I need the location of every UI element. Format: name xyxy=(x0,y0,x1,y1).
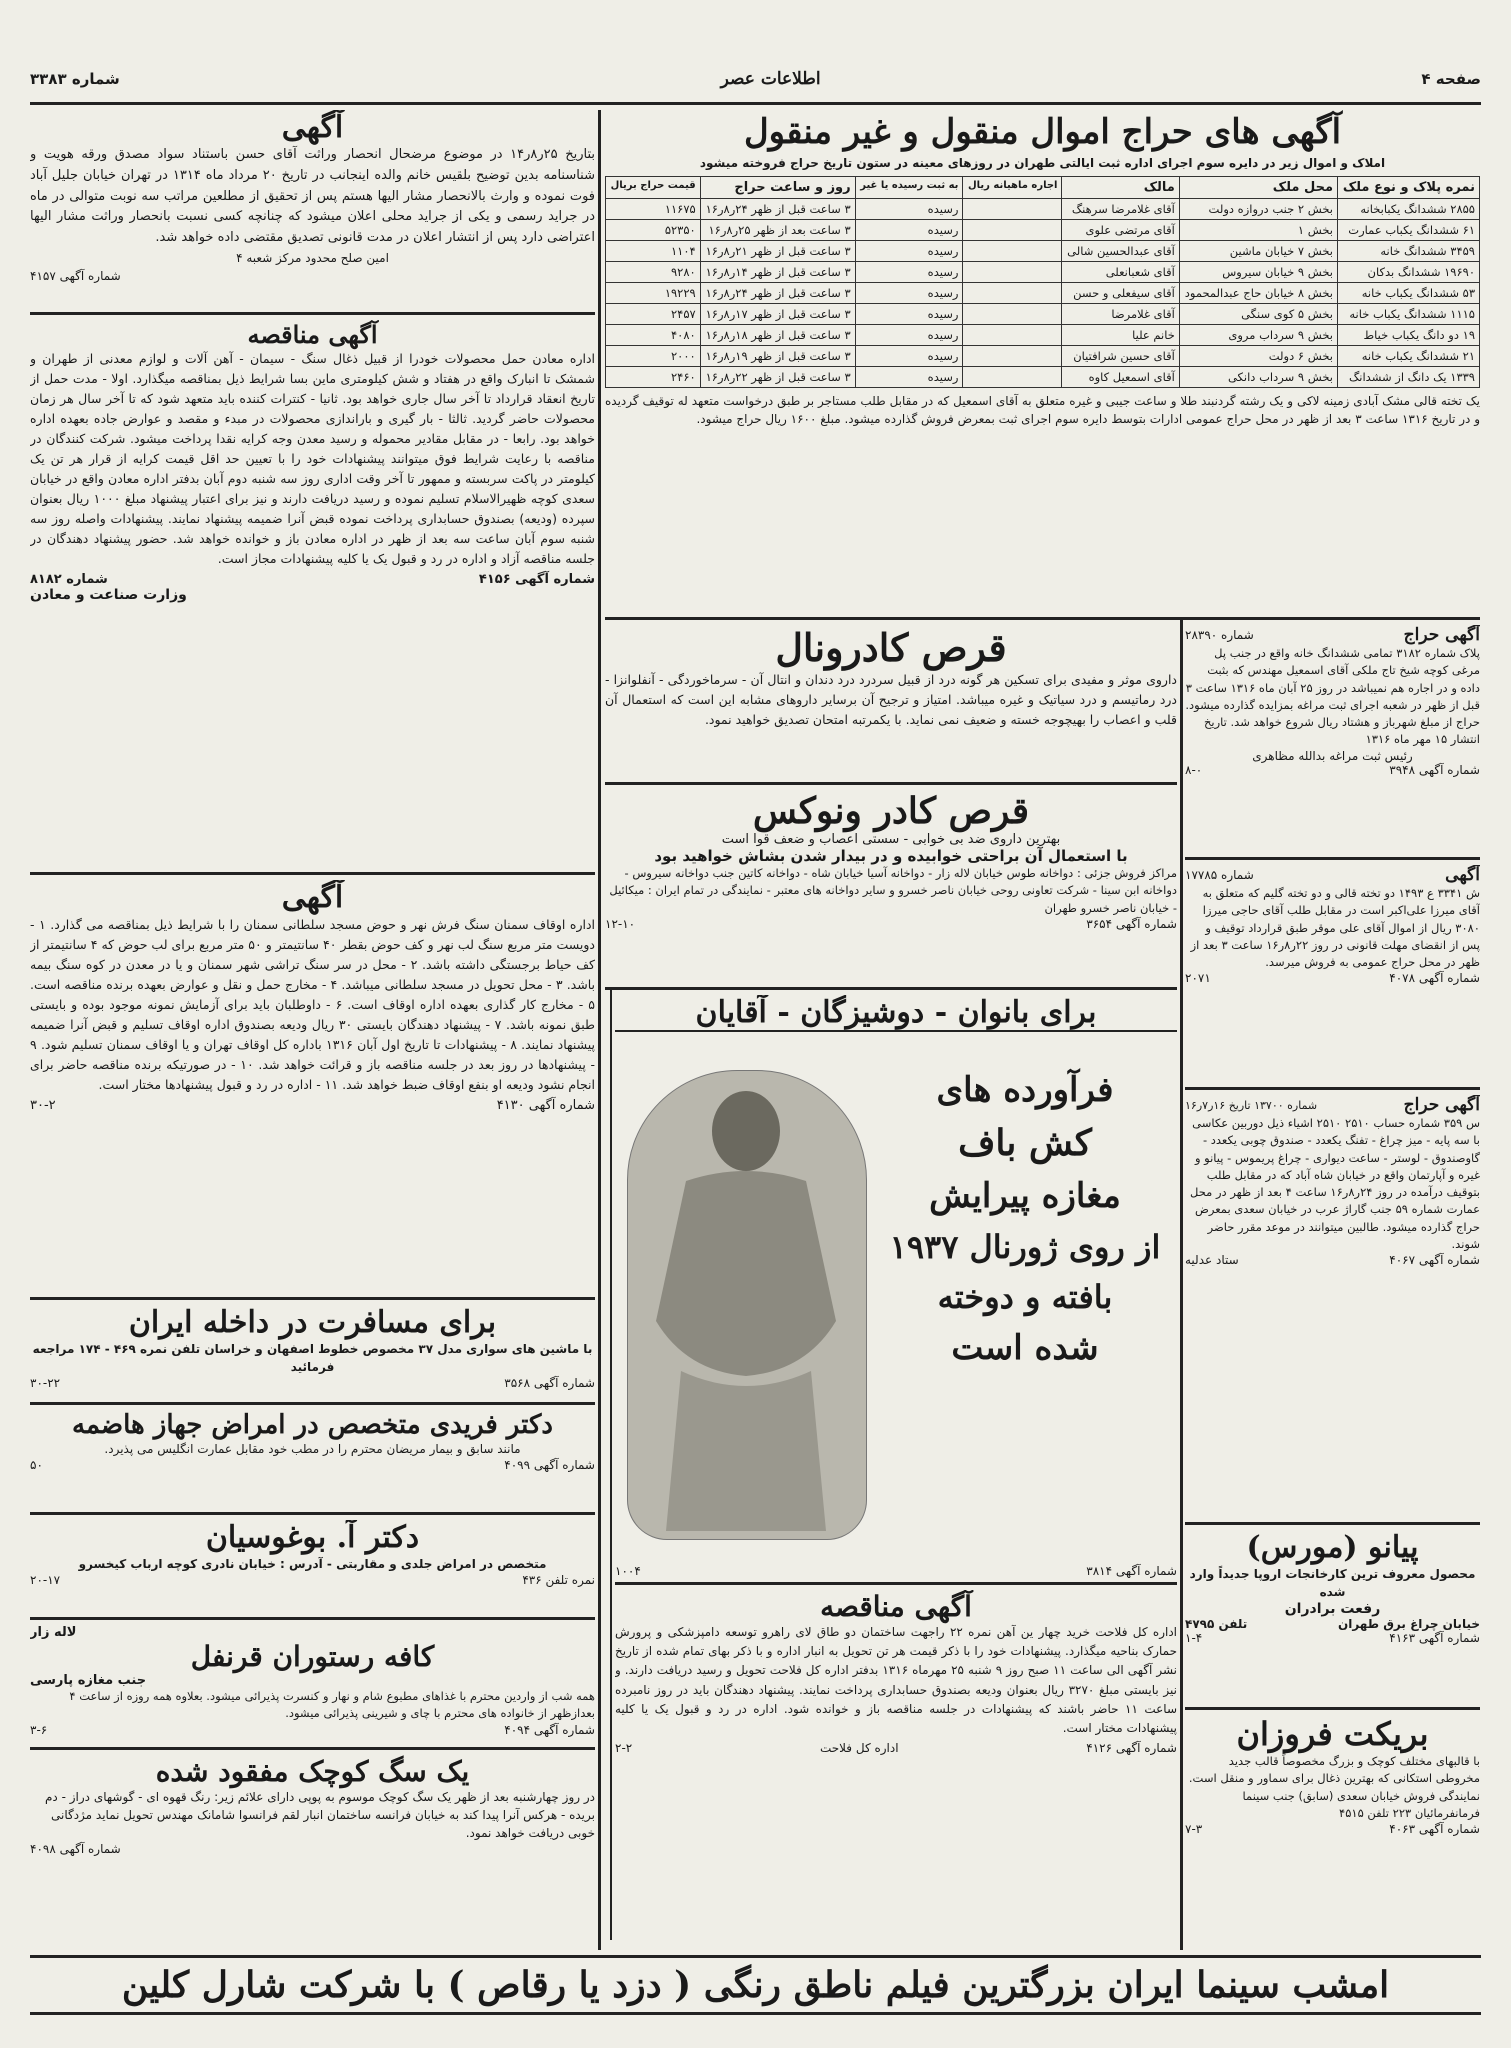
ad-cafe-ref: ۳-۶ xyxy=(30,1722,48,1737)
ad-fashion-line4: از روی ژورنال ۱۹۳۷ xyxy=(889,1228,1161,1266)
ad-piano-seller: رفعت برادران xyxy=(1284,1601,1381,1617)
auction-cell: رسیده xyxy=(855,367,963,388)
ad-tender2-ref: ۲-۲ xyxy=(615,1741,633,1756)
ad-tender-agriculture xyxy=(615,1590,1177,1950)
ad-fashion-line3: مغازه پیرایش xyxy=(929,1176,1121,1216)
auction-cell: ۳ ساعت قبل از ظهر ۲۴ر۸ر۱۶ xyxy=(700,283,855,304)
auction-cell: بخش ۵ کوی سنگی xyxy=(1179,304,1337,325)
auction-cell: ۲۴۵۷ xyxy=(606,304,701,325)
auction-cell: بخش ۷ خیابان ماشین xyxy=(1179,241,1337,262)
ad-kadrenox-ref: ۱۲-۱۰ xyxy=(605,916,636,931)
auction-cell: بخش ۹ سرداب مروی xyxy=(1179,325,1337,346)
ad-kadrenox-title: قرص کادر ونوکس xyxy=(752,790,1030,832)
auction-cell: ۱۳۳۹ یک دانگ از ششدانگ xyxy=(1338,367,1480,388)
auction-cell xyxy=(963,283,1062,304)
ad-auction-small1-signature: رئیس ثبت مراغه بدالله مظاهری xyxy=(1252,748,1413,763)
ad-cafe xyxy=(30,1625,595,1750)
auction-cell xyxy=(963,241,1062,262)
ad-travel xyxy=(30,1305,595,1405)
auction-cell: رسیده xyxy=(855,241,963,262)
auction-cell: ۱۹۶۹۰ ششدانگ بدکان xyxy=(1338,262,1480,283)
cinema-banner xyxy=(30,1955,1481,2015)
ad-fashion-line1: فرآورده های xyxy=(936,1070,1114,1110)
auction-cell: رسیده xyxy=(855,325,963,346)
ad-cafe-body: همه شب از واردین محترم با غذاهای مطبوع شام و نهار و کنسرت پذیرائی میشود. بعلاوه همه روزه از ساعت ۴ بعدازظهر از خانواده های محترم با چای و شیرینی پذیرائی میشود. xyxy=(69,1689,595,1721)
column-divider xyxy=(1180,620,1183,1950)
auction-col-registered: به ثبت رسیده یا غیر xyxy=(855,177,963,199)
auction-cell: ۵۳ ششدانگ یکباب خانه xyxy=(1338,283,1480,304)
auction-cell xyxy=(963,346,1062,367)
ad-doctor-boghosian-title: دکتر آ. بوغوسیان xyxy=(205,1520,420,1555)
auction-cell: ۱۹ دو دانگ یکباب خیاط xyxy=(1338,325,1480,346)
auction-cell xyxy=(963,304,1062,325)
auction-row xyxy=(606,199,1480,220)
auction-cell: ۲۱ ششدانگ یکباب خانه xyxy=(1338,346,1480,367)
column-divider xyxy=(610,990,612,1940)
auction-cell: ۳ ساعت قبل از ظهر ۲۲ر۸ر۱۶ xyxy=(700,367,855,388)
ad-lost-dog-body: در روز چهارشنبه بعد از ظهر یک سگ کوچک موسوم به پوپی دارای علائم زیر: رنگ قهوه ای - گوشهای دراز - دم بریده - هرکس آنرا پیدا کند به خیابان فرانسه ساختمان انبار لقم فرانسوا شامانک مهندس تحویل نماید مژدگانی خوبی دریافت خواهد نمود. xyxy=(45,1790,595,1840)
ad-kadrenox-line3: مراکز فروش جزئی : دواخانه طوس خیابان لاله زار - دواخانه آسیا خیابان شاه - دواخانه کاتین جنب دواخانه سیروس - دواخانه ابن سینا - شرکت تعاونی روحی خیابان ناصر خسرو و سایر دواخانه های معتبر - نمایندگی در تمام ایران : میکائیل - خیابان ناصر خسرو طهران xyxy=(609,866,1177,915)
ad-fashion-line5: بافته و دوخته xyxy=(937,1278,1113,1316)
auction-cell: ۳ ساعت قبل از ظهر ۲۴ر۸ر۱۶ xyxy=(700,199,855,220)
ad-auction-small-2 xyxy=(1185,865,1480,1090)
ad-kadrenox xyxy=(605,790,1177,990)
auction-cell: ۱۹۲۲۹ xyxy=(606,283,701,304)
auction-cell: رسیده xyxy=(855,262,963,283)
ad-auction-small3-ref: شماره ۱۳۷۰۰ تاریخ ۱۶ر۷ر۱۶ xyxy=(1185,1098,1318,1112)
paper-name: اطلاعات عصر xyxy=(720,68,821,89)
ad-tender-body: اداره معادن حمل محصولات خودرا از قبیل ذغال سنگ - سیمان - آهن آلات و لوازم معدنی از طهران و شمشک تا انبارک واقع در هفتاد و شش کیلومتری ماین بسا شرایط ذیل بمناقصه میگذارد. اولا - مدت حمل از تاریخ انعقاد قرارداد تا آخر سال جاری خواهد بود. ثانیا - کنترات کننده باید متعهد شود که تا آخر سال هر زمان محصولات حاضر گردید. ثالثا - بار گیری و باراندازی محصولات در مبدء و مقصد و عوارض جاده بعهده اداره خواهد بود. رابعا - در مقابل مقادیر محموله و رسید معدن وجه کرایه نقدا پرداخت میشود. شرکت کنندگان در مناقصه با رعایت شرایط فوق میتوانند پیشنهادات خود را با تعیین حد اقل قیمت کرایه از قرار هر تن یک کیلومتر در پاکت سربسته و ممهور تا آخر وقت اداری روز سه شنبه دوم آبان بدفتر اداره معادن واقع در خیابان سعدی کوچه ظهیرالاسلام تسلیم نموده و رسید دریافت دارند و نیز برای اعتبار پیشنهاد مبلغ ۱۰۰۰ ریال بعنوان سپرده (ودیعه) بصندوق حسابداری پرداخت نموده قبض آنرا ضمیمه پیشنهاد نمایند. پیشنهادات واصله روز سه شنبه سوم آبان ساعت سه بعد از ظهر در اداره معادن باز و خوانده خواهد شد. حضور پیشنهاد دهندگان در جلسه مناقصه آزاد و اداره در رد و قبول یک یا کلیه پیشنهادات مجاز است. xyxy=(30,351,595,566)
auction-cell xyxy=(963,325,1062,346)
ad-piano xyxy=(1185,1530,1480,1710)
auction-cell: رسیده xyxy=(855,220,963,241)
ad-kadrenox-number: شماره آگهی ۳۶۵۴ xyxy=(1086,916,1177,931)
ad-auction-small1-refno: ۸-۰ xyxy=(1185,762,1203,777)
ad-kadrenox-line2: با استعمال آن براحتی خوابیده و در بیدار شدن بشاش خواهید بود xyxy=(654,847,1128,865)
ad-cafe-number: شماره آگهی ۴۰۹۴ xyxy=(504,1722,595,1737)
ad-auction-small1-title: آگهی حراج xyxy=(1403,625,1480,645)
fashion-figure-illustration xyxy=(627,1070,867,1540)
ad-tender-number: شماره آگهی ۴۱۵۶ xyxy=(478,572,595,587)
ad-fashion xyxy=(615,995,1177,1585)
auction-cell: ۳ ساعت قبل از ظهر ۱۹ر۸ر۱۶ xyxy=(700,346,855,367)
ad-cafe-tag: لاله زار xyxy=(30,1625,77,1640)
page-label: صفحه ۴ xyxy=(1421,69,1481,88)
auction-cell: ۳ ساعت قبل از ظهر ۱۸ر۸ر۱۶ xyxy=(700,325,855,346)
ad-tender-mines xyxy=(30,320,595,875)
ad-doctor-boghosian-body: متخصص در امراض جلدی و مقاربتی - آدرس : خیابان نادری کوچه ارباب کیخسرو xyxy=(78,1557,547,1571)
auction-cell: بخش ۹ خیابان سیروس xyxy=(1179,262,1337,283)
auction-cell: ۶۱ ششدانگ یکباب عمارت xyxy=(1338,220,1480,241)
ad-notice-body: بتاریخ ۲۵ر۸ر۱۴ در موضوع مرضحال انحصار وراثت آقای حسن باستناد سواد مصدق ورقه هویت و شناسنامه بدین توضیح بلقیس خانم والده اینجانب در تاریخ ۲۰ مرداد ماه ۱۳۱۴ در تهران خیابان جلیل آباد فوت نموده و وارث بالانحصار مشار الیها هستم پس از تحقیق از مطلعین مراتب سه نوبت متوالی در ماه در جراید رسمی و یکی از جراید محلی اعلان میشود که چنانچه کسی نسبت بانحصار وراثت مشار الیها اعتراضی دارد پس از انتشار اعلان در مدت قانونی تصدیق مقتضی داده خواهد شد. xyxy=(30,147,595,246)
ad-cafe-title: کافه رستوران قرنفل xyxy=(190,1640,435,1673)
ad-kadronal xyxy=(605,625,1177,785)
auction-cell: آقای غلامرضا سرهنگ xyxy=(1062,199,1179,220)
ad-doctor-faridi-title: دکتر فریدی متخصص در امراض جهاز هاضمه xyxy=(72,1410,553,1440)
ad-cafe-subtitle: جنب مغازه پارسی xyxy=(30,1673,147,1688)
ad-piano-title: پیانو (مورس) xyxy=(1246,1530,1419,1565)
masthead xyxy=(30,55,1481,105)
ad-doctor-faridi xyxy=(30,1410,595,1515)
auction-cell: ۲۴۶۰ xyxy=(606,367,701,388)
ad-auction-small3-number: شماره آگهی ۴۰۶۷ xyxy=(1389,1253,1480,1267)
auction-cell: ۵۲۳۵۰ xyxy=(606,220,701,241)
ad-piano-phone: تلفن ۴۷۹۵ xyxy=(1185,1617,1248,1631)
auction-cell: آقای شعبانعلی xyxy=(1062,262,1179,283)
auction-cell: ۳۴۵۹ ششدانگ خانه xyxy=(1338,241,1480,262)
ad-auction-small-3 xyxy=(1185,1095,1480,1525)
ad-auction-small2-title: آگهی xyxy=(1445,865,1480,885)
ad-kadronal-body: داروی موثر و مفیدی برای تسکین هر گونه درد از قبیل سردرد درد دندان و انتال آن - سرماخوردگی - آنفلوانزا - درد رماتیسم و درد سیاتیک و غیره میباشد. امتیاز و ترجیح آن برسایر داروهای مشابه این است که استعمال آن قلب و اعصاب را بهیچوجه خسته و ضعیف نمی نماید. با یکمرتبه امتحان تصدیق خواهید نمود. xyxy=(605,672,1177,727)
auction-cell: رسیده xyxy=(855,304,963,325)
ad-auction-small-1 xyxy=(1185,625,1480,860)
ad-fashion-line2: کش باف xyxy=(958,1122,1092,1164)
ad-doctor-faridi-ref: ۵۰ xyxy=(30,1458,43,1472)
auction-cell: بخش ۹ سرداب دانکی xyxy=(1179,367,1337,388)
auction-cell: ۴۰۸۰ xyxy=(606,325,701,346)
auction-title: آگهی های حراج اموال منقول و غیر منقول xyxy=(743,112,1342,152)
ad-piano-ref: ۱-۴ xyxy=(1185,1631,1203,1645)
auction-cell: ۱۱۰۴ xyxy=(606,241,701,262)
ad-piano-number: شماره آگهی ۴۱۶۳ xyxy=(1389,1631,1480,1645)
auction-cell xyxy=(963,262,1062,283)
auction-col-price: قیمت حراج بریال xyxy=(606,177,701,199)
ad-auction-small3-signature: ستاد عدلیه xyxy=(1185,1253,1239,1267)
ad-briquette-ref: ۷-۳ xyxy=(1185,1822,1203,1836)
auction-cell: آقای سیفعلی و حسن xyxy=(1062,283,1179,304)
ad-travel-ref: ۳۰-۲۲ xyxy=(30,1376,61,1390)
ad-doctor-faridi-number: شماره آگهی ۴۰۹۹ xyxy=(504,1458,595,1472)
ad-notice-inheritance xyxy=(30,110,595,315)
auction-row xyxy=(606,241,1480,262)
auction-cell: رسیده xyxy=(855,199,963,220)
ad-kadronal-title: قرص کادرونال xyxy=(775,625,1007,670)
ad-awqaf-ref: ۳۰-۲ xyxy=(30,1098,56,1113)
auction-cell: بخش ۶ دولت xyxy=(1179,346,1337,367)
ad-fashion-header: برای بانوان - دوشیزگان - آقایان xyxy=(615,995,1177,1032)
ad-notice-title: آگهی xyxy=(281,110,344,145)
auction-block xyxy=(605,110,1480,620)
ad-lost-dog xyxy=(30,1755,595,1950)
ad-doctor-faridi-body: مانند سابق و بیمار مریضان محترم را در مطب خود مقابل عمارت انگلیس می پذیرد. xyxy=(104,1442,521,1456)
ad-travel-title: برای مسافرت در داخله ایران xyxy=(128,1305,497,1340)
auction-cell xyxy=(963,367,1062,388)
ad-doctor-boghosian xyxy=(30,1520,595,1620)
auction-row xyxy=(606,325,1480,346)
ad-tender2-signature: اداره کل فلاحت xyxy=(819,1741,899,1756)
ad-kadrenox-line1: بهترین داروی ضد بی خوابی - سستی اعصاب و ضعف قوا است xyxy=(721,832,1061,847)
ad-awqaf xyxy=(30,880,595,1300)
ad-fashion-ref: ۱۰۰۴ xyxy=(615,1564,641,1578)
issue-number: شماره ۳۳۸۳ xyxy=(30,69,120,88)
ad-travel-number: شماره آگهی ۳۵۶۸ xyxy=(504,1376,595,1390)
ad-tender-title: آگهی مناقصه xyxy=(247,320,378,349)
auction-cell: بخش ۱ xyxy=(1179,220,1337,241)
ad-notice-number: شماره آگهی ۴۱۵۷ xyxy=(30,268,121,283)
auction-cell: آقای غلامرضا xyxy=(1062,304,1179,325)
auction-cell: ۱۱۱۵ ششدانگ یکباب خانه xyxy=(1338,304,1480,325)
auction-row xyxy=(606,220,1480,241)
auction-cell: آقای حسین شرافتیان xyxy=(1062,346,1179,367)
auction-cell: ۱۱۶۷۵ xyxy=(606,199,701,220)
ad-tender-ref: شماره ۸۱۸۲ xyxy=(30,572,108,587)
auction-row xyxy=(606,283,1480,304)
auction-row xyxy=(606,346,1480,367)
ad-fashion-number: شماره آگهی ۳۸۱۴ xyxy=(1086,1564,1177,1578)
auction-cell xyxy=(963,199,1062,220)
ad-auction-small3-title: آگهی حراج xyxy=(1403,1095,1480,1115)
auction-col-date: روز و ساعت حراج xyxy=(700,177,855,199)
cinema-banner-text: امشب سینما ایران بزرگترین فیلم ناطق رنگی ( دزد یا رقاص ) با شرکت شارل کلین xyxy=(121,1964,1390,2006)
ad-piano-body: محصول معروف ترین کارخانجات اروپا جدیداً وارد شده xyxy=(1189,1567,1476,1599)
auction-cell: آقای مرتضی علوی xyxy=(1062,220,1179,241)
auction-col-owner: مالک xyxy=(1062,177,1179,199)
auction-header-row xyxy=(606,177,1480,199)
ad-briquette-title: بریکت فروزان xyxy=(1236,1715,1429,1753)
ad-tender2-number: شماره آگهی ۴۱۲۶ xyxy=(1086,1741,1177,1756)
ad-auction-small1-number: شماره آگهی ۳۹۴۸ xyxy=(1389,762,1480,777)
auction-cell: ۳ ساعت قبل از ظهر ۲۱ر۸ر۱۶ xyxy=(700,241,855,262)
auction-cell: ۲۸۵۵ ششدانگ یکبابخانه xyxy=(1338,199,1480,220)
ad-auction-small2-ref: شماره ۱۷۷۸۵ xyxy=(1185,868,1254,882)
ad-tender-signature: وزارت صناعت و معادن xyxy=(30,587,187,603)
ad-awqaf-body: اداره اوقاف سمنان سنگ فرش نهر و حوض مسجد سلطانی سمنان را با شرایط ذیل بمناقصه می گذارد. ۱ - دویست متر مربع سنگ لب نهر و کف حوض بقطر ۴۰ سانتیمتر و ۵۰ متر مربع برای لب حوض که ۴ سانتیمتر از کف حیاط برجستگی داشته باشد. ۲ - محل در سر سنگ تراشی شهر سمنان و یا در معدن در کوه سنگ بیمه باشد. ۳ - محل تحویل در مسجد سلطانی میباشد. ۴ - مخارج حمل و نقل و عوارض بعهده برنده مناقصه است. ۵ - مخارج کار گذاری بعهده اداره اوقاف است. ۶ - داوطلبان باید برای آزمایش نمونه موجود بوده و بایستی طبق نمونه باشد. ۷ - پیشنهاد دهندگان بایستی ۳۰ ریال ودیعه بصندوق اداره اوقاف تسلیم و قبض آنرا ضمیمه پیشنهاد نمایند. ۸ - پیشنهادات تا تاریخ اول آبان ۱۳۱۶ باداره کل اوقاف تهران و یا اوقاف سمنان تسلیم شود. ۹ - پیشنهادها در روز بعد در جلسه مناقصه باز و قرائت خواهد شد. ۱۰ - در صورتیکه برنده مناقصه حاضر برای انجام نشود ودیعه او بنفع اوقاف ضبط خواهد شد. ۱۱ - اداره در رد و قبول پیشنهادها مختار است. xyxy=(30,917,595,1092)
ad-notice-signature: امین صلح محدود مرکز شعبه ۴ xyxy=(236,250,389,265)
ad-tender2-title: آگهی مناقصه xyxy=(820,1590,972,1623)
auction-table xyxy=(605,176,1480,388)
auction-cell: رسیده xyxy=(855,283,963,304)
auction-intro: املاک و اموال زیر در دایره سوم اجرای اداره ثبت ایالتی طهران در روزهای معینه در ستون تاریخ حراج فروخته میشود xyxy=(699,156,1386,170)
ad-travel-body: با ماشین های سواری مدل ۳۷ مخصوص خطوط اصفهان و خراسان تلفن نمره ۴۶۹ - ۱۷۴ مراجعه فرمائید xyxy=(32,1342,593,1374)
ad-piano-address: خیابان چراغ برق طهران xyxy=(1337,1617,1480,1631)
ad-lost-dog-number: شماره آگهی ۴۰۹۸ xyxy=(30,1842,121,1856)
ad-briquette-number: شماره آگهی ۴۰۶۳ xyxy=(1389,1822,1480,1836)
ad-auction-small2-body: ش ۳۳۴۱ ع ۱۴۹۳ دو تخته قالی و دو تخته گلیم که متعلق به آقای میرزا علی‌اکبر است در مقابل طلب آقای حاجی میرزا ۳۰۸۰ ریال از اموال آقای علی موقر طبق قرارداد توقیف و پس از انقضای مهلت قانونی در روز ۲۲ر۸ر۱۶ ساعت ۳ بعد از ظهر در محل حراج عمومی به فروش میرسد. xyxy=(1190,886,1480,969)
auction-cell: ۲۰۰۰ xyxy=(606,346,701,367)
ad-auction-small2-refno: ۲۰۷۱ xyxy=(1185,971,1211,986)
ad-fashion-line6: شده است xyxy=(951,1328,1099,1368)
auction-cell: آقای اسمعیل کاوه xyxy=(1062,367,1179,388)
auction-cell: بخش ۸ خیابان حاج عبدالمحمود xyxy=(1179,283,1337,304)
auction-col-plate: نمره پلاک و نوع ملک xyxy=(1338,177,1480,199)
ad-auction-small2-number: شماره آگهی ۴۰۷۸ xyxy=(1389,971,1480,986)
auction-cell: ۳ ساعت قبل از ظهر ۱۴ر۸ر۱۶ xyxy=(700,262,855,283)
ad-briquette xyxy=(1185,1715,1480,1950)
woman-figure-icon xyxy=(626,1071,866,1541)
auction-cell: آقای عبدالحسین شالی xyxy=(1062,241,1179,262)
auction-cell: ۹۲۸۰ xyxy=(606,262,701,283)
ad-lost-dog-title: یک سگ کوچک مفقود شده xyxy=(155,1755,470,1788)
auction-row xyxy=(606,304,1480,325)
ad-auction-small1-body: پلاک شماره ۳۱۸۲ تمامی ششدانگ خانه واقع در جنب پل مرغی کوچه شیخ تاج ملکی آقای اسمعیل مهندس که بثبت داده و در اجاره هم نمیباشد در روز ۲۵ آبان ماه ۱۳۱۶ ساعت ۳ قبل از ظهر در شعبه اجرای ثبت مراغه بمزایده گذارده میشود. حراج از مبلغ شهرباز و هشتاد ریال شروع خواهد شد. تاریخ انتشار ۱۵ مهر ماه ۱۳۱۶ xyxy=(1185,646,1480,747)
ad-auction-small3-body: س ۳۵۹ شماره حساب ۲۵۱۰ ۲۵۱۰ اشیاء ذیل دوربین عکاسی با سه پایه - میز چراغ - تفنگ یکعدد - صندوق چوبی یکعدد - گاوصندوق - لوستر - ساعت دیواری - چراغ پریموس - پیانو و غیره و آپارتمان واقع در خیابان شاه آباد که در مقابل طلب بتوقیف درآمده در روز ۲۴ر۸ر۱۶ ساعت ۴ بعد از ظهر در محل عمارت شماره ۵۹ جنب گاراژ عرب در خیابان سعدی بمعرض حراج گذارده میشود. طالبین میتوانند در موعد مقرر حاضر شوند. xyxy=(1190,1116,1480,1251)
ad-doctor-boghosian-phone: نمره تلفن ۴۳۶ xyxy=(522,1573,595,1587)
ad-briquette-body: با قالبهای مختلف کوچک و بزرگ مخصوصاً قالب جدید مخروطی استکانی که بهترین ذغال برای سماور و منقل است. نمایندگی فروش خیابان سعدی (سابق) جنب سینما فرمانفرمائیان ۲۲۳ تلفن ۴۵۱۵ xyxy=(1188,1754,1480,1820)
ad-awqaf-number: شماره آگهی ۴۱۳۰ xyxy=(496,1098,595,1113)
auction-note: یک تخته قالی مشک آبادی زمینه لاکی و یک رشته گردنبند طلا و ساعت جیبی و غیره متعلق به آقای اسمعیل که در مقابل طلب مستاجر بر طبق درخواست متعهد له توقیف گردیده و در تاریخ ۱۳۱۶ ساعت ۳ بعد از ظهر در محل حراج عمومی ادارات بتوسط دایره سوم اجرای ثبت بمعرض فروش گذارده میشود. مبلغ ۱۶۰۰ ریال حراج میشود. xyxy=(605,394,1480,426)
auction-row xyxy=(606,262,1480,283)
auction-row xyxy=(606,367,1480,388)
ad-auction-small1-ref: شماره ۲۸۳۹۰ xyxy=(1185,628,1254,642)
auction-cell: خانم علیا xyxy=(1062,325,1179,346)
auction-col-rent: اجاره ماهیانه ریال xyxy=(963,177,1062,199)
ad-tender2-body: اداره کل فلاحت خرید چهار ین آهن نمره ۲۲ راجهت ساختمان دو طاق لای راهرو توسعه دامپزشکی و پرورش حمارک بناحیه میگذارد. پیشنهادات خود را با ذکر قیمت هر تن تحویل به انبار اداره و با ذکر بهای تمام شده از تاریخ نشر آگهی الی ساعت ۱۱ صبح روز ۹ شنبه ۲۵ مهرماه ۱۳۱۶ بدفتر اداره کل فلاحت تحویل و رسید دریافت دارند. و نیز بایستی مبلغ ۳۲۷۰ ریال بعنوان ودیعه بصندوق حسابداری پرداخت نمایند. پیشنهاد دهندگان باید در روز نامبرده ساعت ۱۱ حاضر باشند که پیشنهادات در جلسه مناقصه باز و خوانده شود. اداره در رد و قبول یک یا کلیه پیشنهادات مختار است. xyxy=(615,1625,1177,1735)
auction-cell: ۳ ساعت بعد از ظهر ۲۵ر۸ر۱۶ xyxy=(700,220,855,241)
ad-doctor-boghosian-ref: ۲۰-۱۷ xyxy=(30,1573,61,1587)
auction-cell: رسیده xyxy=(855,346,963,367)
auction-cell: ۳ ساعت قبل از ظهر ۱۷ر۸ر۱۶ xyxy=(700,304,855,325)
auction-cell xyxy=(963,220,1062,241)
auction-col-location: محل ملک xyxy=(1179,177,1337,199)
auction-cell: بخش ۲ جنب دروازه دولت xyxy=(1179,199,1337,220)
ad-awqaf-title: آگهی xyxy=(281,880,344,915)
